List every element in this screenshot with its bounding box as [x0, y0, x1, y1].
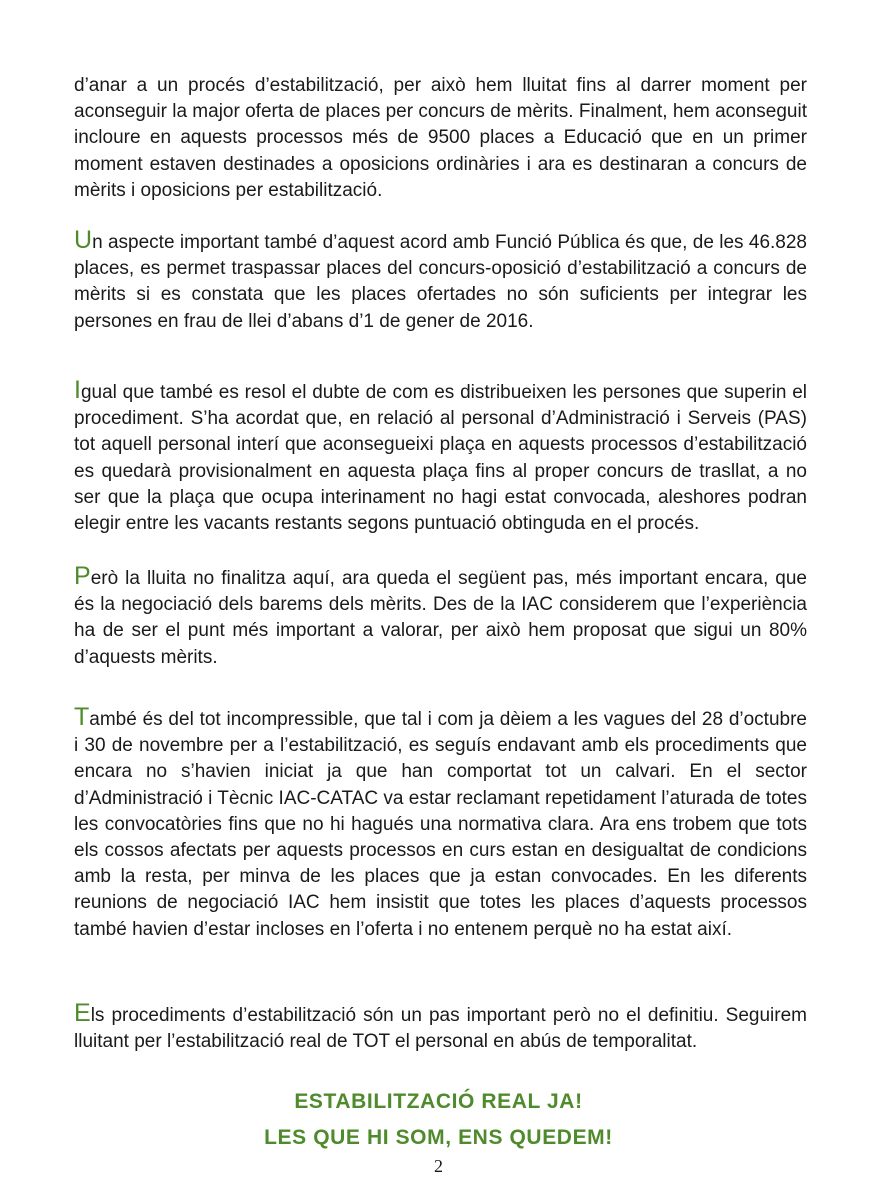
paragraph-6-initial: E: [74, 999, 91, 1027]
paragraph-4: [74, 562, 807, 671]
paragraph-5-text: ambé és del tot incompressible, que tal i com ja dèiem a les vagues del 28 d’octubre i 30 de novembre per a l’estabilització, es seguís endavant amb els procediments que encara no s’havien iniciat ja que han comportat tot un calvari. En el sector d’Administració i Tècnic IAC-CATAC va estar reclamant repetidament l’aturada de totes les convocatòries fins que no hi hagués una normativa clara. Ara ens trobem que tots els cossos afectats per aquests processos en curs estan en desigualtat de condicions amb la resta, per minva de les places que ja estan convocades. En les diferents reunions de negociació IAC hem insistit que totes les places d’aquests processos també havien d’estar incloses en l’oferta i no entenem perquè no ha estat així.: [74, 709, 807, 940]
page-number: 2: [434, 1156, 443, 1176]
paragraph-5: [74, 703, 807, 943]
paragraph-3-text: gual que també es resol el dubte de com es distribueixen les persones que superin el procediment. S’ha acordat que, en relació al personal d’Administració i Serveis (PAS) tot aquell personal interí que aconsegueixi plaça en aquests processos d’estabilització es quedarà provisionalment en aquesta plaça fins al proper concurs de trasllat, a no ser que la plaça que ocupa interinament no hagi estat convocada, aleshores podran elegir entre les vacants restants segons puntuació obtinguda en el procés.: [74, 382, 807, 535]
paragraph-4-initial: P: [74, 562, 91, 590]
paragraph-2-initial: U: [74, 226, 93, 254]
paragraph-3-initial: I: [74, 376, 81, 404]
slogan-2: LES QUE HI SOM, ENS QUEDEM!: [264, 1126, 613, 1149]
paragraph-4-text: erò la lluita no finalitza aquí, ara queda el següent pas, més important encara, que és la negociació dels barems dels mèrits. Des de la IAC considerem que l’experiència ha de ser el punt més important a valorar, per això hem proposat que sigui un 80% d’aquests mèrits.: [74, 568, 807, 668]
paragraph-3: [74, 376, 807, 537]
paragraph-5-initial: T: [74, 703, 90, 731]
paragraph-6: [74, 999, 807, 1055]
paragraph-1: [74, 73, 807, 204]
paragraph-2-text: n aspecte important també d’aquest acord amb Funció Pública és que, de les 46.828 places, es permet traspassar places del concurs-oposició d’estabilització a concurs de mèrits si es constata que les places ofertades no són suficients per integrar les persones en frau de llei d’abans d’1 de gener de 2016.: [74, 232, 807, 332]
paragraph-6-text: ls procediments d’estabilització són un pas important però no el definitiu. Seguirem lluitant per l’estabilització real de TOT el personal en abús de temporalitat.: [74, 1005, 807, 1053]
slogan-1: ESTABILITZACIÓ REAL JA!: [294, 1090, 583, 1113]
paragraph-1-text: d’anar a un procés d’estabilització, per això hem lluitat fins al darrer moment per aconseguir la major oferta de places per concurs de mèrits. Finalment, hem aconseguit incloure en aquests processos més de 9500 places a Educació que en un primer moment estaven destinades a oposicions ordinàries i ara es destinaran a concurs de mèrits i oposicions per estabilització.: [74, 75, 807, 201]
paragraph-2: [74, 226, 807, 335]
